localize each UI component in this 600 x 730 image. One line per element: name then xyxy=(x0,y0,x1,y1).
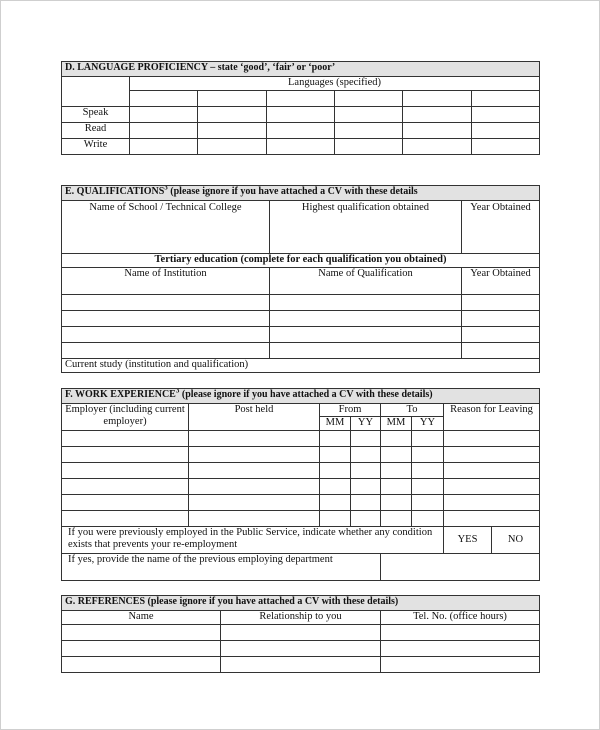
tel-no-field[interactable] xyxy=(381,657,540,673)
row-label-speak: Speak xyxy=(62,107,130,123)
write-field[interactable] xyxy=(198,139,266,155)
institution-field[interactable] xyxy=(62,343,270,359)
from-yy-field[interactable] xyxy=(351,479,381,495)
language-name-field[interactable] xyxy=(198,91,266,107)
tel-no-header: Tel. No. (office hours) xyxy=(381,611,540,625)
yes-option[interactable]: YES xyxy=(444,527,492,553)
work-experience-table xyxy=(61,388,540,581)
to-yy-field[interactable] xyxy=(412,447,444,463)
write-field[interactable] xyxy=(266,139,334,155)
from-yy-field[interactable] xyxy=(351,463,381,479)
post-field[interactable] xyxy=(189,463,320,479)
qualifications-table xyxy=(61,185,540,373)
to-mm-field[interactable] xyxy=(381,447,412,463)
read-field[interactable] xyxy=(334,123,402,139)
language-name-field[interactable] xyxy=(130,91,198,107)
year-field[interactable] xyxy=(462,343,540,359)
write-field[interactable] xyxy=(334,139,402,155)
language-name-field[interactable] xyxy=(403,91,471,107)
institution-field[interactable] xyxy=(62,295,270,311)
post-field[interactable] xyxy=(189,431,320,447)
institution-field[interactable] xyxy=(62,327,270,343)
from-year-header: YY xyxy=(351,417,381,431)
write-field[interactable] xyxy=(403,139,471,155)
qualification-column-header: Name of Qualification xyxy=(270,268,462,295)
reason-field[interactable] xyxy=(444,463,540,479)
table-row xyxy=(62,657,540,673)
work-title-rest: (please ignore if you have attached a CV with these details) xyxy=(179,389,433,400)
from-mm-field[interactable] xyxy=(320,479,351,495)
table-row xyxy=(62,447,540,463)
qualification-field[interactable] xyxy=(270,343,462,359)
speak-field[interactable] xyxy=(403,107,471,123)
language-name-field[interactable] xyxy=(266,91,334,107)
to-mm-field[interactable] xyxy=(381,495,412,511)
post-field[interactable] xyxy=(189,495,320,511)
from-mm-field[interactable] xyxy=(320,495,351,511)
speak-field[interactable] xyxy=(471,107,539,123)
year-obtained-field[interactable]: Year Obtained xyxy=(462,201,540,254)
language-corner-cell xyxy=(62,77,130,107)
read-field[interactable] xyxy=(403,123,471,139)
languages-specified-label: Languages (specified) xyxy=(130,77,540,91)
table-row xyxy=(62,463,540,479)
from-mm-field[interactable] xyxy=(320,431,351,447)
speak-field[interactable] xyxy=(198,107,266,123)
table-row xyxy=(62,295,540,311)
reason-field[interactable] xyxy=(444,479,540,495)
read-field[interactable] xyxy=(471,123,539,139)
employer-field[interactable] xyxy=(62,447,189,463)
footnote-marker: 3 xyxy=(164,185,168,192)
write-field[interactable] xyxy=(471,139,539,155)
table-row xyxy=(62,641,540,657)
footnote-marker: 3 xyxy=(175,388,180,395)
from-yy-field[interactable] xyxy=(351,431,381,447)
to-mm-field[interactable] xyxy=(381,479,412,495)
table-row xyxy=(62,343,540,359)
from-column-header: From xyxy=(320,404,381,417)
read-field[interactable] xyxy=(130,123,198,139)
to-yy-field[interactable] xyxy=(412,495,444,511)
post-held-column-header: Post held xyxy=(189,404,320,431)
relationship-field[interactable] xyxy=(221,625,381,641)
previous-department-question: If yes, provide the name of the previous employing department xyxy=(62,554,381,581)
post-field[interactable] xyxy=(189,511,320,527)
year-column-header: Year Obtained xyxy=(462,268,540,295)
row-label-write: Write xyxy=(62,139,130,155)
reason-field[interactable] xyxy=(444,495,540,511)
from-mm-field[interactable] xyxy=(320,463,351,479)
table-row xyxy=(62,495,540,511)
relationship-field[interactable] xyxy=(221,641,381,657)
work-title-main: F. WORK EXPERIENCE xyxy=(65,389,176,400)
to-year-header: YY xyxy=(412,417,444,431)
employer-field[interactable] xyxy=(62,463,189,479)
year-field[interactable] xyxy=(462,295,540,311)
tertiary-education-heading: Tertiary education (complete for each qualification you obtained) xyxy=(62,254,540,268)
read-field[interactable] xyxy=(266,123,334,139)
to-mm-field[interactable] xyxy=(381,463,412,479)
table-row xyxy=(62,625,540,641)
from-month-header: MM xyxy=(320,417,351,431)
reason-for-leaving-header: Reason for Leaving xyxy=(444,404,540,431)
reason-field[interactable] xyxy=(444,447,540,463)
to-yy-field[interactable] xyxy=(412,463,444,479)
speak-field[interactable] xyxy=(334,107,402,123)
qualification-field[interactable] xyxy=(270,311,462,327)
no-option[interactable]: NO xyxy=(507,534,524,545)
table-row xyxy=(62,479,540,495)
qualifications-title-main: E. QUALIFICATIONS xyxy=(65,186,165,197)
relationship-header: Relationship to you xyxy=(221,611,381,625)
institution-column-header: Name of Institution xyxy=(62,268,270,295)
table-row xyxy=(62,327,540,343)
language-name-field[interactable] xyxy=(334,91,402,107)
table-row xyxy=(62,311,540,327)
from-yy-field[interactable] xyxy=(351,447,381,463)
employer-field[interactable] xyxy=(62,495,189,511)
table-row xyxy=(62,511,540,527)
qualifications-title-rest: (please ignore if you have attached a CV with these details xyxy=(167,186,418,197)
tel-no-field[interactable] xyxy=(381,625,540,641)
previous-department-field[interactable] xyxy=(381,554,540,581)
qualifications-section-title xyxy=(62,186,540,201)
speak-field[interactable] xyxy=(130,107,198,123)
employer-field[interactable] xyxy=(62,431,189,447)
employer-column-header: Employer (including current employer) xyxy=(62,404,189,431)
institution-field[interactable] xyxy=(62,311,270,327)
read-field[interactable] xyxy=(198,123,266,139)
current-study-field[interactable]: Current study (institution and qualification) xyxy=(62,359,540,373)
to-yy-field[interactable] xyxy=(412,431,444,447)
reason-field[interactable] xyxy=(444,431,540,447)
reference-name-field[interactable] xyxy=(62,641,221,657)
table-row xyxy=(62,431,540,447)
write-field[interactable] xyxy=(130,139,198,155)
school-name-field[interactable]: Name of School / Technical College xyxy=(62,201,270,254)
qualification-field[interactable] xyxy=(270,327,462,343)
post-field[interactable] xyxy=(189,479,320,495)
from-yy-field[interactable] xyxy=(351,495,381,511)
qualification-field[interactable] xyxy=(270,295,462,311)
employer-field[interactable] xyxy=(62,479,189,495)
language-section-title: D. LANGUAGE PROFICIENCY – state ‘good’, ‘fair’ or ‘poor’ xyxy=(62,62,540,77)
from-yy-field[interactable] xyxy=(351,511,381,527)
speak-field[interactable] xyxy=(266,107,334,123)
row-label-read: Read xyxy=(62,123,130,139)
to-column-header: To xyxy=(381,404,444,417)
year-field[interactable] xyxy=(462,327,540,343)
tel-no-field[interactable] xyxy=(381,641,540,657)
public-service-question: If you were previously employed in the Public Service, indicate whether any condition exists that prevents your re-employment xyxy=(62,527,444,554)
to-mm-field[interactable] xyxy=(381,511,412,527)
employer-field[interactable] xyxy=(62,511,189,527)
reference-name-header: Name xyxy=(62,611,221,625)
from-mm-field[interactable] xyxy=(320,447,351,463)
post-field[interactable] xyxy=(189,447,320,463)
year-field[interactable] xyxy=(462,311,540,327)
language-proficiency-table xyxy=(61,61,540,155)
references-table xyxy=(61,595,540,673)
reason-field[interactable] xyxy=(444,511,540,527)
language-name-field[interactable] xyxy=(471,91,539,107)
highest-qualification-field[interactable]: Highest qualification obtained xyxy=(270,201,462,254)
to-month-header: MM xyxy=(381,417,412,431)
to-mm-field[interactable] xyxy=(381,431,412,447)
reference-name-field[interactable] xyxy=(62,625,221,641)
to-yy-field[interactable] xyxy=(412,511,444,527)
reference-name-field[interactable] xyxy=(62,657,221,673)
references-section-title: G. REFERENCES (please ignore if you have attached a CV with these details) xyxy=(62,596,540,611)
to-yy-field[interactable] xyxy=(412,479,444,495)
relationship-field[interactable] xyxy=(221,657,381,673)
yes-no-cell xyxy=(444,527,540,554)
from-mm-field[interactable] xyxy=(320,511,351,527)
work-experience-section-title xyxy=(62,389,540,404)
